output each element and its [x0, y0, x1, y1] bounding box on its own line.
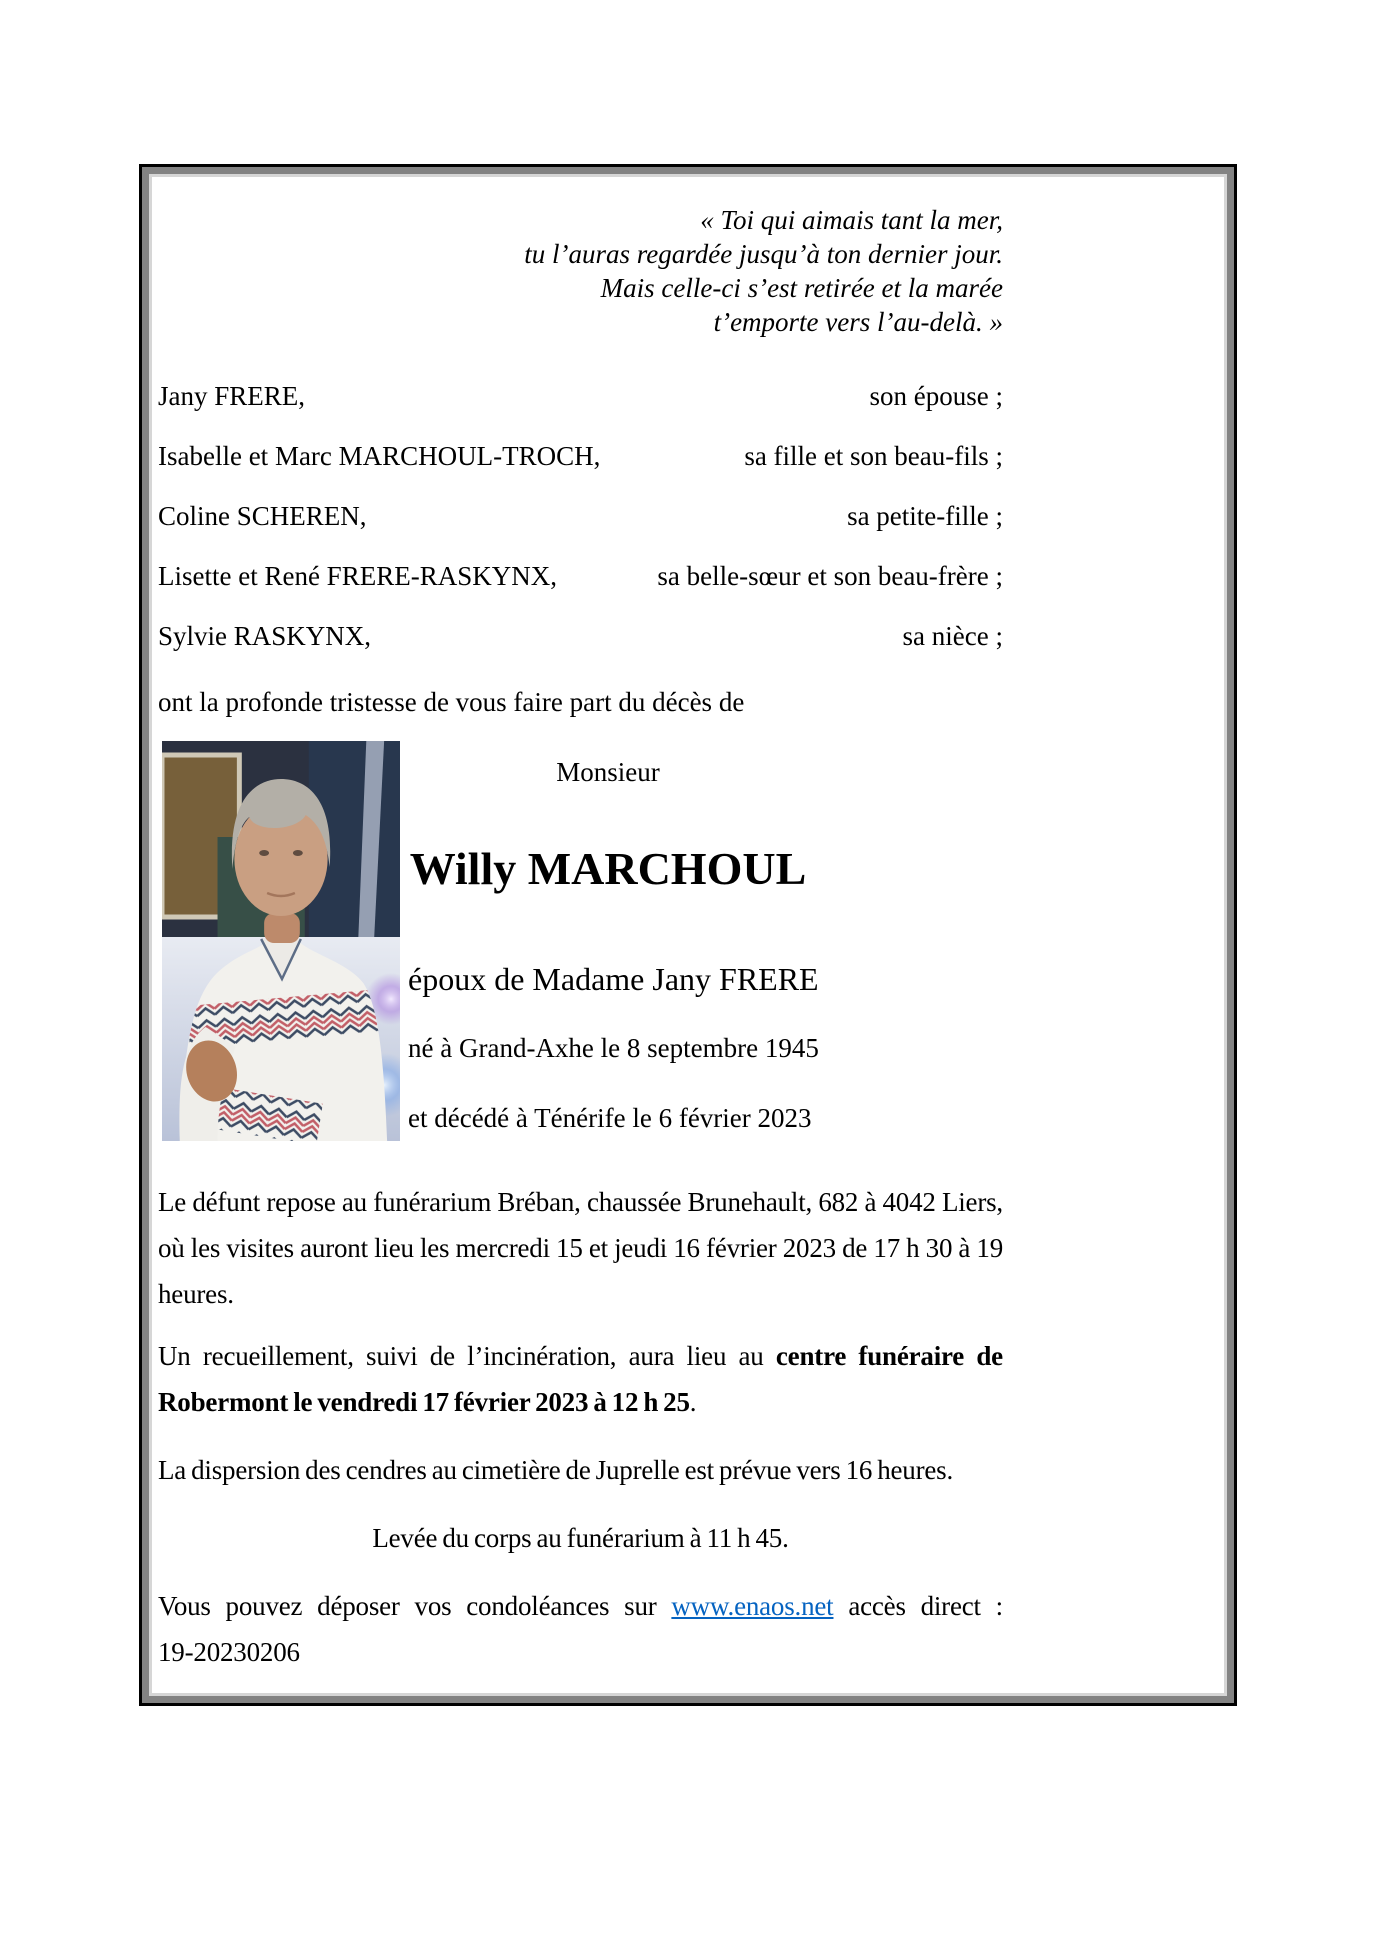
condolences-access-code: 19-20230206	[158, 1637, 300, 1667]
levee-paragraph: Levée du corps au funérarium à 11 h 45.	[372, 1523, 789, 1553]
repose-paragraph: Le défunt repose au funérarium Bréban, chaussée Brunehault, 682 à 4042 Liers, où les visites auront lieu les mercredi 15 et jeudi 16 février 2023 de 17 h 30 à 19 heures.	[158, 1187, 1003, 1309]
intro-line: ont la profonde tristesse de vous faire part du décès de	[158, 687, 745, 717]
enaos-link[interactable]: www.enaos.net	[671, 1591, 834, 1621]
quote-line: tu l’auras regardée jusqu’à ton dernier jour.	[524, 239, 1003, 269]
condolences-suffix: accès direct :	[848, 1591, 1003, 1621]
condolences-paragraph	[158, 1583, 1003, 1675]
family-name: Lisette et René FRERE-RASKYNX,	[158, 561, 557, 591]
frame-inner-highlight	[149, 174, 1227, 1696]
family-row	[158, 619, 1003, 653]
family-relation: sa belle-sœur et son beau-frère ;	[657, 561, 1003, 591]
quote-line: « Toi qui aimais tant la mer,	[700, 205, 1003, 235]
deceased-identity	[408, 741, 819, 1135]
family-relation: sa petite-fille ;	[847, 501, 1003, 531]
family-row	[158, 379, 1003, 413]
deceased-title: Monsieur	[556, 757, 660, 787]
deceased-birth-line: né à Grand-Axhe le 8 septembre 1945	[408, 1033, 819, 1063]
family-relation: sa fille et son beau-fils ;	[744, 441, 1003, 471]
announcement-content	[152, 177, 1003, 1675]
ceremony-paragraph	[158, 1333, 1003, 1425]
family-name: Coline SCHEREN,	[158, 501, 367, 531]
ceremony-period: .	[689, 1387, 697, 1417]
deceased-spouse-line: époux de Madame Jany FRERE	[408, 961, 819, 997]
family-row	[158, 499, 1003, 533]
family-relation: son épouse ;	[869, 381, 1003, 411]
ceremony-bold-text: centre funéraire de Robermont le vendredi 17 février 2023 à 12 h 25	[158, 1341, 1003, 1417]
family-list	[158, 379, 1003, 653]
deceased-death-line: et décédé à Ténérife le 6 février 2023	[408, 1103, 812, 1133]
quote-line: Mais celle-ci s’est retirée et la marée	[600, 273, 1003, 303]
ashes-dispersion-paragraph: La dispersion des cendres au cimetière de Juprelle est prévue vers 16 heures.	[158, 1455, 954, 1485]
family-name: Isabelle et Marc MARCHOUL-TROCH,	[158, 441, 601, 471]
memorial-quote	[158, 203, 1003, 339]
condolences-line	[158, 1583, 1003, 1629]
quote-line: t’emporte vers l’au-delà. »	[713, 307, 1003, 337]
family-row	[158, 439, 1003, 473]
announcement-border-frame	[139, 164, 1237, 1706]
condolences-prefix: Vous pouvez déposer vos condoléances sur	[158, 1591, 657, 1621]
family-row	[158, 559, 1003, 593]
ceremony-text: Un recueillement, suivi de l’incinération, aura lieu au	[158, 1341, 764, 1371]
family-relation: sa nièce ;	[902, 621, 1003, 651]
family-name: Sylvie RASKYNX,	[158, 621, 372, 651]
frame-gray-band	[142, 167, 1234, 1703]
deceased-section	[158, 741, 1003, 1141]
deceased-name: Willy MARCHOUL	[409, 843, 807, 894]
portrait-photo	[162, 741, 400, 1141]
family-name: Jany FRERE,	[158, 381, 306, 411]
